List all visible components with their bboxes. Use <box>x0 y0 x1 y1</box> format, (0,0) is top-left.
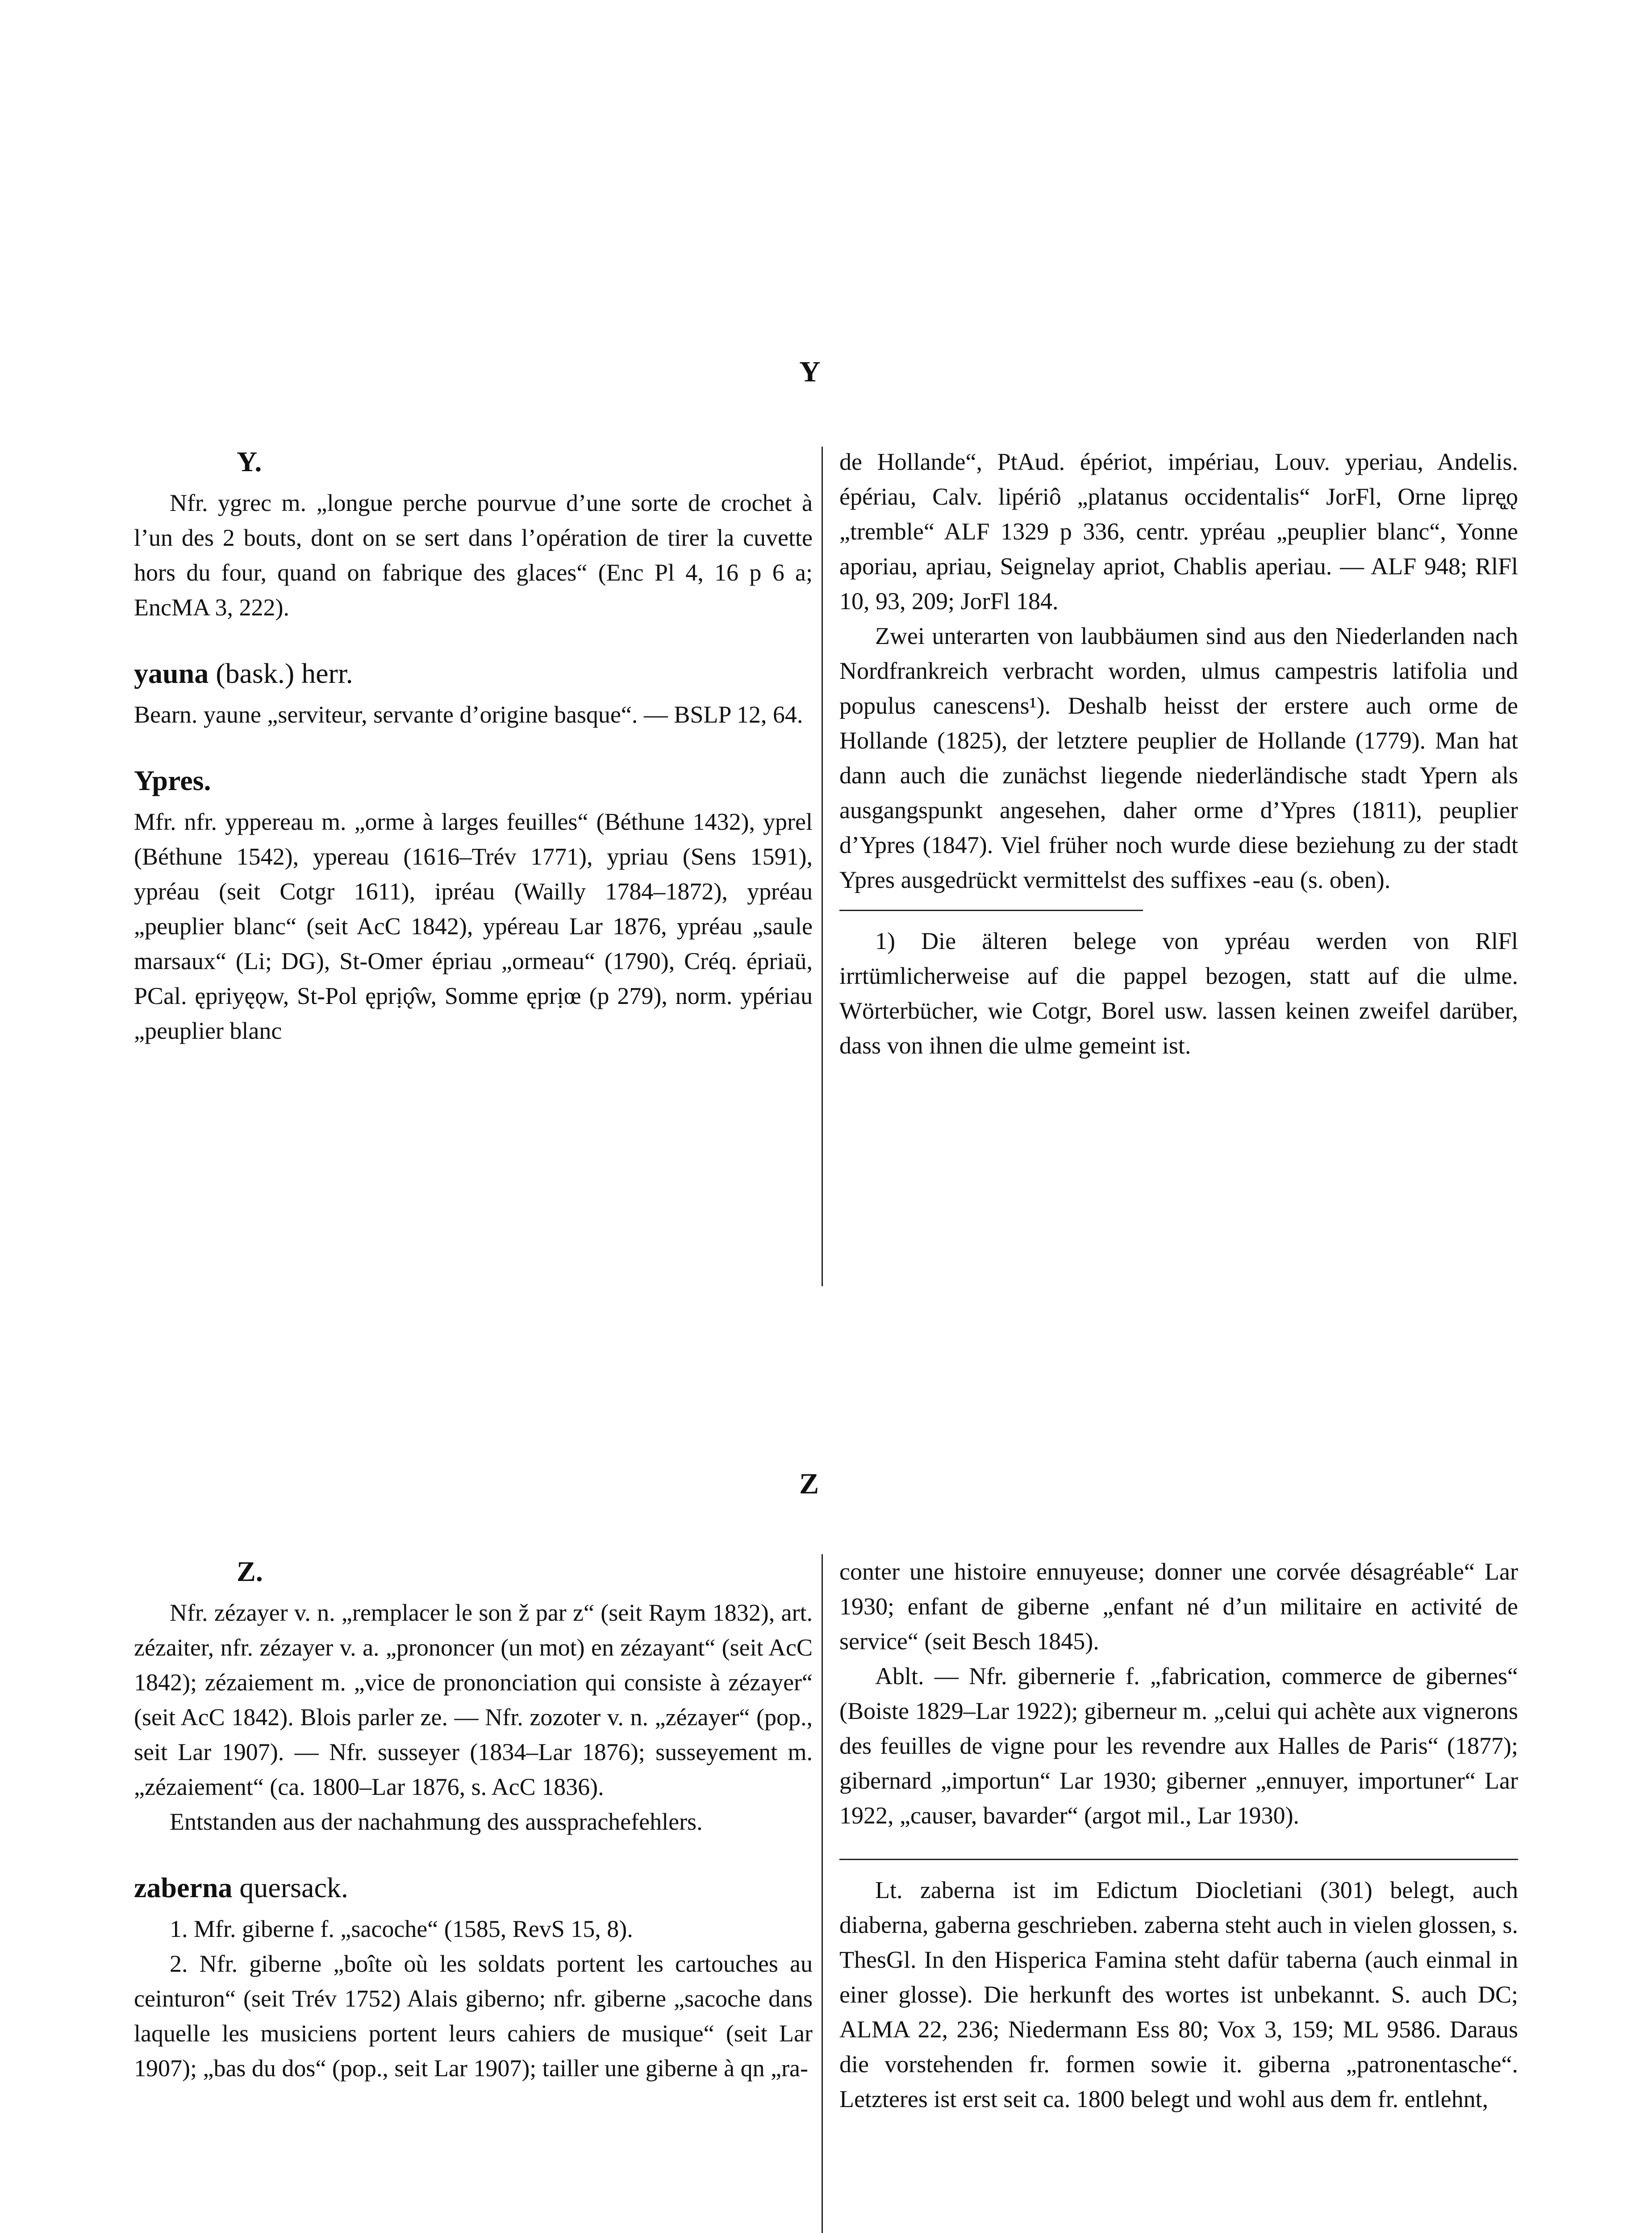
entry-heading-y: Y. <box>237 446 262 477</box>
commentary-paragraph-y: Zwei unterarten von laubbäumen sind aus den Niederlanden nach Nordfrankreich verbracht worden, ulmus campestris latifolia und populus canescens¹). Deshalb heisst der erstere auch orme de Hollande (1825), der letztere peuplier de Hollande (1779). Man hat dann auch die zunächst liegende niederländische stadt Ypern als ausgangspunkt angesehen, daher orme d’Ypres (1811), peuplier d’Ypres (1847). Viel früher noch wurde diese beziehung zu der stadt Ypres ausgedrückt vermittelst des suffixes -eau (s. oben). <box>839 623 1518 893</box>
section-letter-y: Y <box>799 355 821 388</box>
section-rule-z <box>839 1859 1518 1860</box>
entry-note-z: Entstanden aus der nachahmung des aussprachefehlers. <box>170 1808 703 1835</box>
entry-item-2-zaberna: 2. Nfr. giberne „boîte où les soldats portent les cartouches au ceinturon“ (seit Trév 1752) Alais giberno; nfr. giberne „sacoche dans laquelle les musiciens portent leurs cahiers de musique“ (seit Lar 1907); „bas du dos“ (pop., seit Lar 1907); tailler une giberne à qn „ra- <box>134 1950 813 2082</box>
column-divider-y <box>822 447 823 1286</box>
continuation-text-z: conter une histoire ennuyeuse; donner une corvée désagréable“ Lar 1930; enfant de giberne „enfant né d’un militaire en activité de service“ (seit Besch 1845). <box>839 1558 1518 1655</box>
left-column-z <box>134 1554 813 2086</box>
entry-heading-zaberna <box>134 1870 813 1905</box>
footnote-y: 1) Die älteren belege von ypréau werden von RlFl irrtümlicherweise auf die pappel bezogen, statt auf die ulme. Wörterbücher, wie Cotgr, Borel usw. lassen keinen zweifel darüber, dass von ihnen die ulme gemeint ist. <box>839 928 1518 1059</box>
continuation-text-y: de Hollande“, PtAud. épériot, impériau, Louv. yperiau, Andelis. épériau, Calv. lipériô „platanus occidentalis“ JorFl, Orne liprę̨ǫ „tremble“ ALF 1329 p 336, centr. ypréau „peuplier blanc“, Yonne aporiau, apriau, Seignelay apriot, Chablis aperiau. — ALF 948; RlFl 10, 93, 209; JorFl 184. <box>839 448 1518 615</box>
entry-body-y: Nfr. ygrec m. „longue perche pourvue d’une sorte de crochet à l’un des 2 bouts, dont on se sert dans l’opération de tirer la cuvette hors du four, quand on fabrique des glaces“ (Enc Pl 4, 16 p 6 a; EncMA 3, 222). <box>134 489 813 621</box>
entry-heading-z: Z. <box>237 1556 263 1587</box>
entry-item-1-zaberna: 1. Mfr. giberne f. „sacoche“ (1585, RevS 15, 8). <box>170 1915 633 1942</box>
entry-body-yauna: Bearn. yaune „serviteur, servante d’origine basque“. — BSLP 12, 64. <box>134 701 803 728</box>
headword-gloss-yauna: (bask.) herr. <box>216 657 353 689</box>
right-column-z <box>839 1554 1518 2116</box>
entry-body-z: Nfr. zézayer v. n. „remplacer le son ž par z“ (seit Raym 1832), art. zézaiter, nfr. zézayer v. a. „prononcer (un mot) en zézayant“ (seit AcC 1842); zézaiement m. „vice de prononciation qui consiste à zézayer“ (seit AcC 1842). Blois parler ze. — Nfr. zozoter v. n. „zézayer“ (pop., seit Lar 1907). — Nfr. susseyer (1834–Lar 1876); susseyement m. „zézaiement“ (ca. 1800–Lar 1876, s. AcC 1836). <box>134 1599 813 1800</box>
entry-heading-ypres: Ypres. <box>134 765 211 796</box>
headword-gloss-zaberna: quersack. <box>239 1872 348 1903</box>
entry-body-ypres: Mfr. nfr. yppereau m. „orme à larges feuilles“ (Béthune 1432), yprel (Béthune 1542), ypereau (1616–Trév 1771), ypriau (Sens 1591), ypréau (seit Cotgr 1611), ipréau (Wailly 1784–1872), ypréau „peuplier blanc“ (seit AcC 1842), ypéreau Lar 1876, ypréau „saule marsaux“ (Li; DG), St-Omer épriau „ormeau“ (1790), Créq. épriaü, PCal. ępriyęǫw, St-Pol ęprịǫ̂w, Somme ęprịœ (p 279), norm. ypériau „peuplier blanc <box>134 808 813 1044</box>
headword-yauna: yauna <box>134 657 209 689</box>
footnote-rule <box>839 910 1143 911</box>
headword-zaberna: zaberna <box>134 1872 233 1903</box>
entry-heading-yauna <box>134 656 813 691</box>
left-column-y <box>134 444 813 1048</box>
section-letter-z: Z <box>799 1468 819 1500</box>
ablt-paragraph-z: Ablt. — Nfr. gibernerie f. „fabrication, commerce de gibernes“ (Boiste 1829–Lar 1922); giberneur m. „celui qui achète aux vignerons des feuilles de vigne pour les revendre aux Halles de Paris“ (1877); gibernard „importun“ Lar 1930; giberner „ennuyer, importuner“ Lar 1922, „causer, bavarder“ (argot mil., Lar 1930). <box>839 1663 1518 1829</box>
column-divider-z <box>822 1554 823 2233</box>
etymology-paragraph-z: Lt. zaberna ist im Edictum Diocletiani (301) belegt, auch diaberna, gaberna geschrieben. zaberna steht auch in vielen glossen, s. ThesGl. In den Hisperica Famina steht dafür taberna (auch einmal in einer glosse). Die herkunft des wortes ist unbekannt. S. auch DC; ALMA 22, 236; Niedermann Ess 80; Vox 3, 159; ML 9586. Daraus die vorstehenden fr. formen sowie it. giberna „patronentasche“. Letzteres ist erst seit ca. 1800 belegt und wohl aus dem fr. entlehnt, <box>839 1877 1518 2112</box>
right-column-y <box>839 444 1518 1063</box>
